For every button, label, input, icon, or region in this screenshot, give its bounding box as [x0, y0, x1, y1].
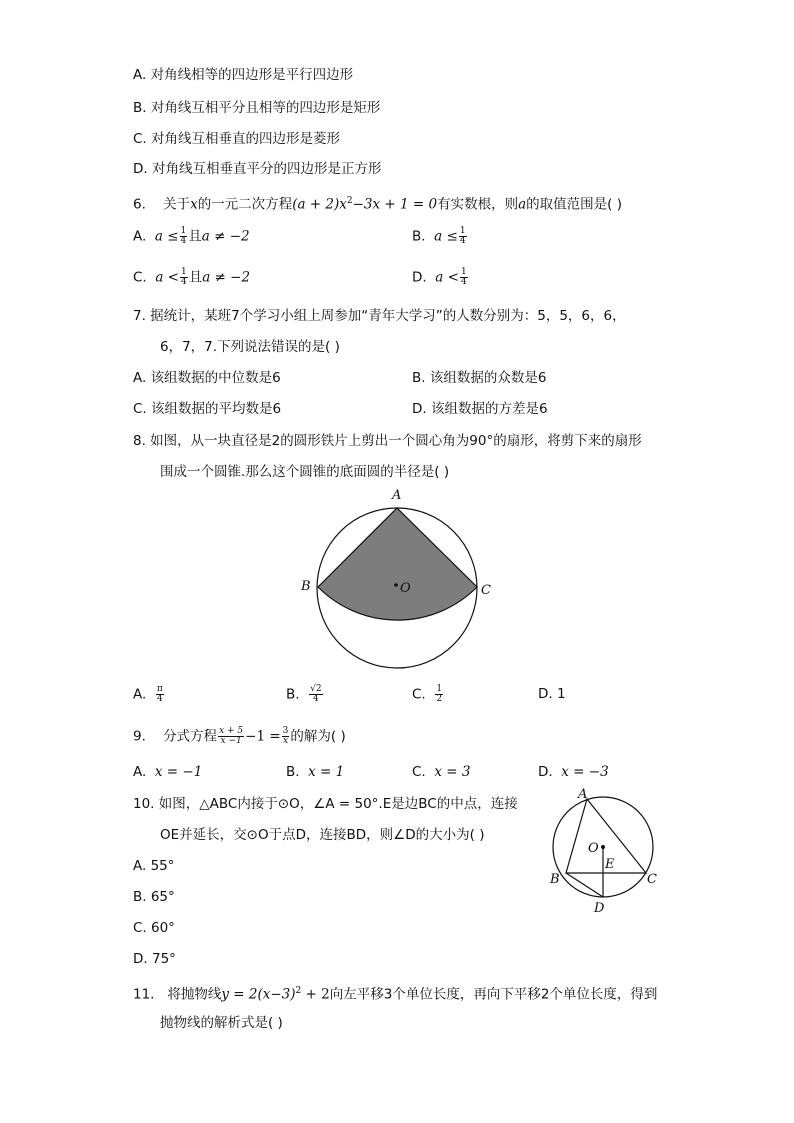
q9-option-c: C. x = 3 [412, 764, 471, 780]
q8-stem-line1: 8. 如图，从一块直径是2的圆形铁片上剪出一个圆心角为90°的扇形，将剪下来的扇形 [133, 433, 642, 449]
q7-option-b: B. 该组数据的众数是6 [412, 370, 547, 386]
q7-stem-line2: 6，7，7.下列说法错误的是( ) [160, 339, 340, 355]
fraction: $\frac{√2}{4}$ [310, 684, 322, 704]
q8-option-b: B. $\frac{√2}{4}$ [286, 684, 322, 704]
q10-stem-line1: 10. 如图，△ABC内接于⊙O，∠A = 50°.E是边BC的中点，连接 [133, 796, 518, 812]
fraction: $\frac{1}{4}$ [180, 226, 187, 246]
q9-stem: 9. 分式方程 $\frac{x + 5}{x -1}$ −1 = $\frac{3}{x}$ 的解为( ) [133, 726, 346, 746]
label-a: A [392, 488, 402, 503]
q7-stem-line1: 7. 据统计，某班7个学习小组上周参加“青年大学习”的人数分别为：5，5，6，6， [133, 308, 626, 324]
q11-stem-line1: 11. 将抛物线$y = 2(x-3)^2 + 2$向左平移3个单位长度，再向下平移2个单位长度，得到 [133, 986, 658, 1003]
fraction: $\frac{\pi}{4}$ [156, 684, 163, 704]
label-b: B [550, 872, 560, 887]
q7-option-d: D. 该组数据的方差是6 [412, 401, 548, 417]
q10-stem-line2: OE并延长，交⊙O于点D，连接BD，则∠D的大小为( ) [160, 827, 485, 843]
fraction: $\frac{x + 5}{x -1}$ [219, 726, 244, 746]
q11-stem-line2: 抛物线的解析式是( ) [160, 1015, 283, 1031]
q5-option-a: A. 对角线相等的四边形是平行四边形 [133, 67, 354, 83]
q6-option-b: B. a ≤ $\frac{1}{4}$ [412, 226, 466, 246]
q10-option-d: D. 75° [133, 951, 176, 967]
center-dot [601, 845, 605, 849]
q8-stem-line2: 围成一个圆锥.那么这个圆锥的底面圆的半径是( ) [160, 464, 450, 480]
label-b: B [301, 579, 311, 594]
q7-option-a: A. 该组数据的中位数是6 [133, 370, 281, 386]
fraction: $\frac{3}{x}$ [282, 726, 289, 746]
q9-option-b: B. x = 1 [286, 764, 345, 780]
q10-option-b: B. 65° [133, 889, 175, 905]
q9-option-a: A. x = −1 [133, 764, 203, 780]
q6-option-a: A. a ≤ $\frac{1}{4}$ 且a ≠ −2 [133, 226, 250, 246]
q8-option-c: C. $\frac{1}{2}$ [412, 684, 443, 704]
label-e: E [605, 857, 615, 872]
q6-stem: 6. 关于x的一元二次方程$(a + 2)x^2-3x + 1 = 0$有实数根，则a的取值范围是( ) [133, 196, 622, 213]
q5-option-c: C. 对角线互相垂直的四边形是菱形 [133, 131, 341, 147]
fraction: $\frac{1}{4}$ [180, 267, 187, 287]
fraction: $\frac{1}{2}$ [436, 684, 443, 704]
q10-option-a: A. 55° [133, 858, 175, 874]
q8-option-d: D. 1 [538, 686, 566, 702]
center-dot [394, 583, 398, 587]
q7-option-c: C. 该组数据的平均数是6 [133, 401, 282, 417]
q10-option-c: C. 60° [133, 920, 175, 936]
q8-option-a: A. $\frac{\pi}{4}$ [133, 684, 163, 704]
label-a: A [578, 787, 588, 802]
label-d: D [594, 901, 605, 916]
label-o: O [588, 841, 599, 856]
sector-figure [290, 484, 510, 674]
q5-option-d: D. 对角线互相垂直平分的四边形是正方形 [133, 161, 382, 177]
q6-option-d: D. a < $\frac{1}{4}$ [412, 267, 467, 287]
label-o: O [400, 581, 411, 596]
fraction: $\frac{1}{4}$ [460, 267, 467, 287]
q6-option-c: C. a < $\frac{1}{4}$ 且a ≠ −2 [133, 267, 251, 287]
fraction: $\frac{1}{4}$ [459, 226, 466, 246]
label-c: C [647, 872, 657, 887]
shaded-sector [318, 508, 477, 620]
q5-option-b: B. 对角线互相平分且相等的四边形是矩形 [133, 100, 381, 116]
q9-option-d: D. x = −3 [538, 764, 609, 780]
triangle-circle-figure [540, 786, 670, 918]
label-c: C [481, 583, 491, 598]
